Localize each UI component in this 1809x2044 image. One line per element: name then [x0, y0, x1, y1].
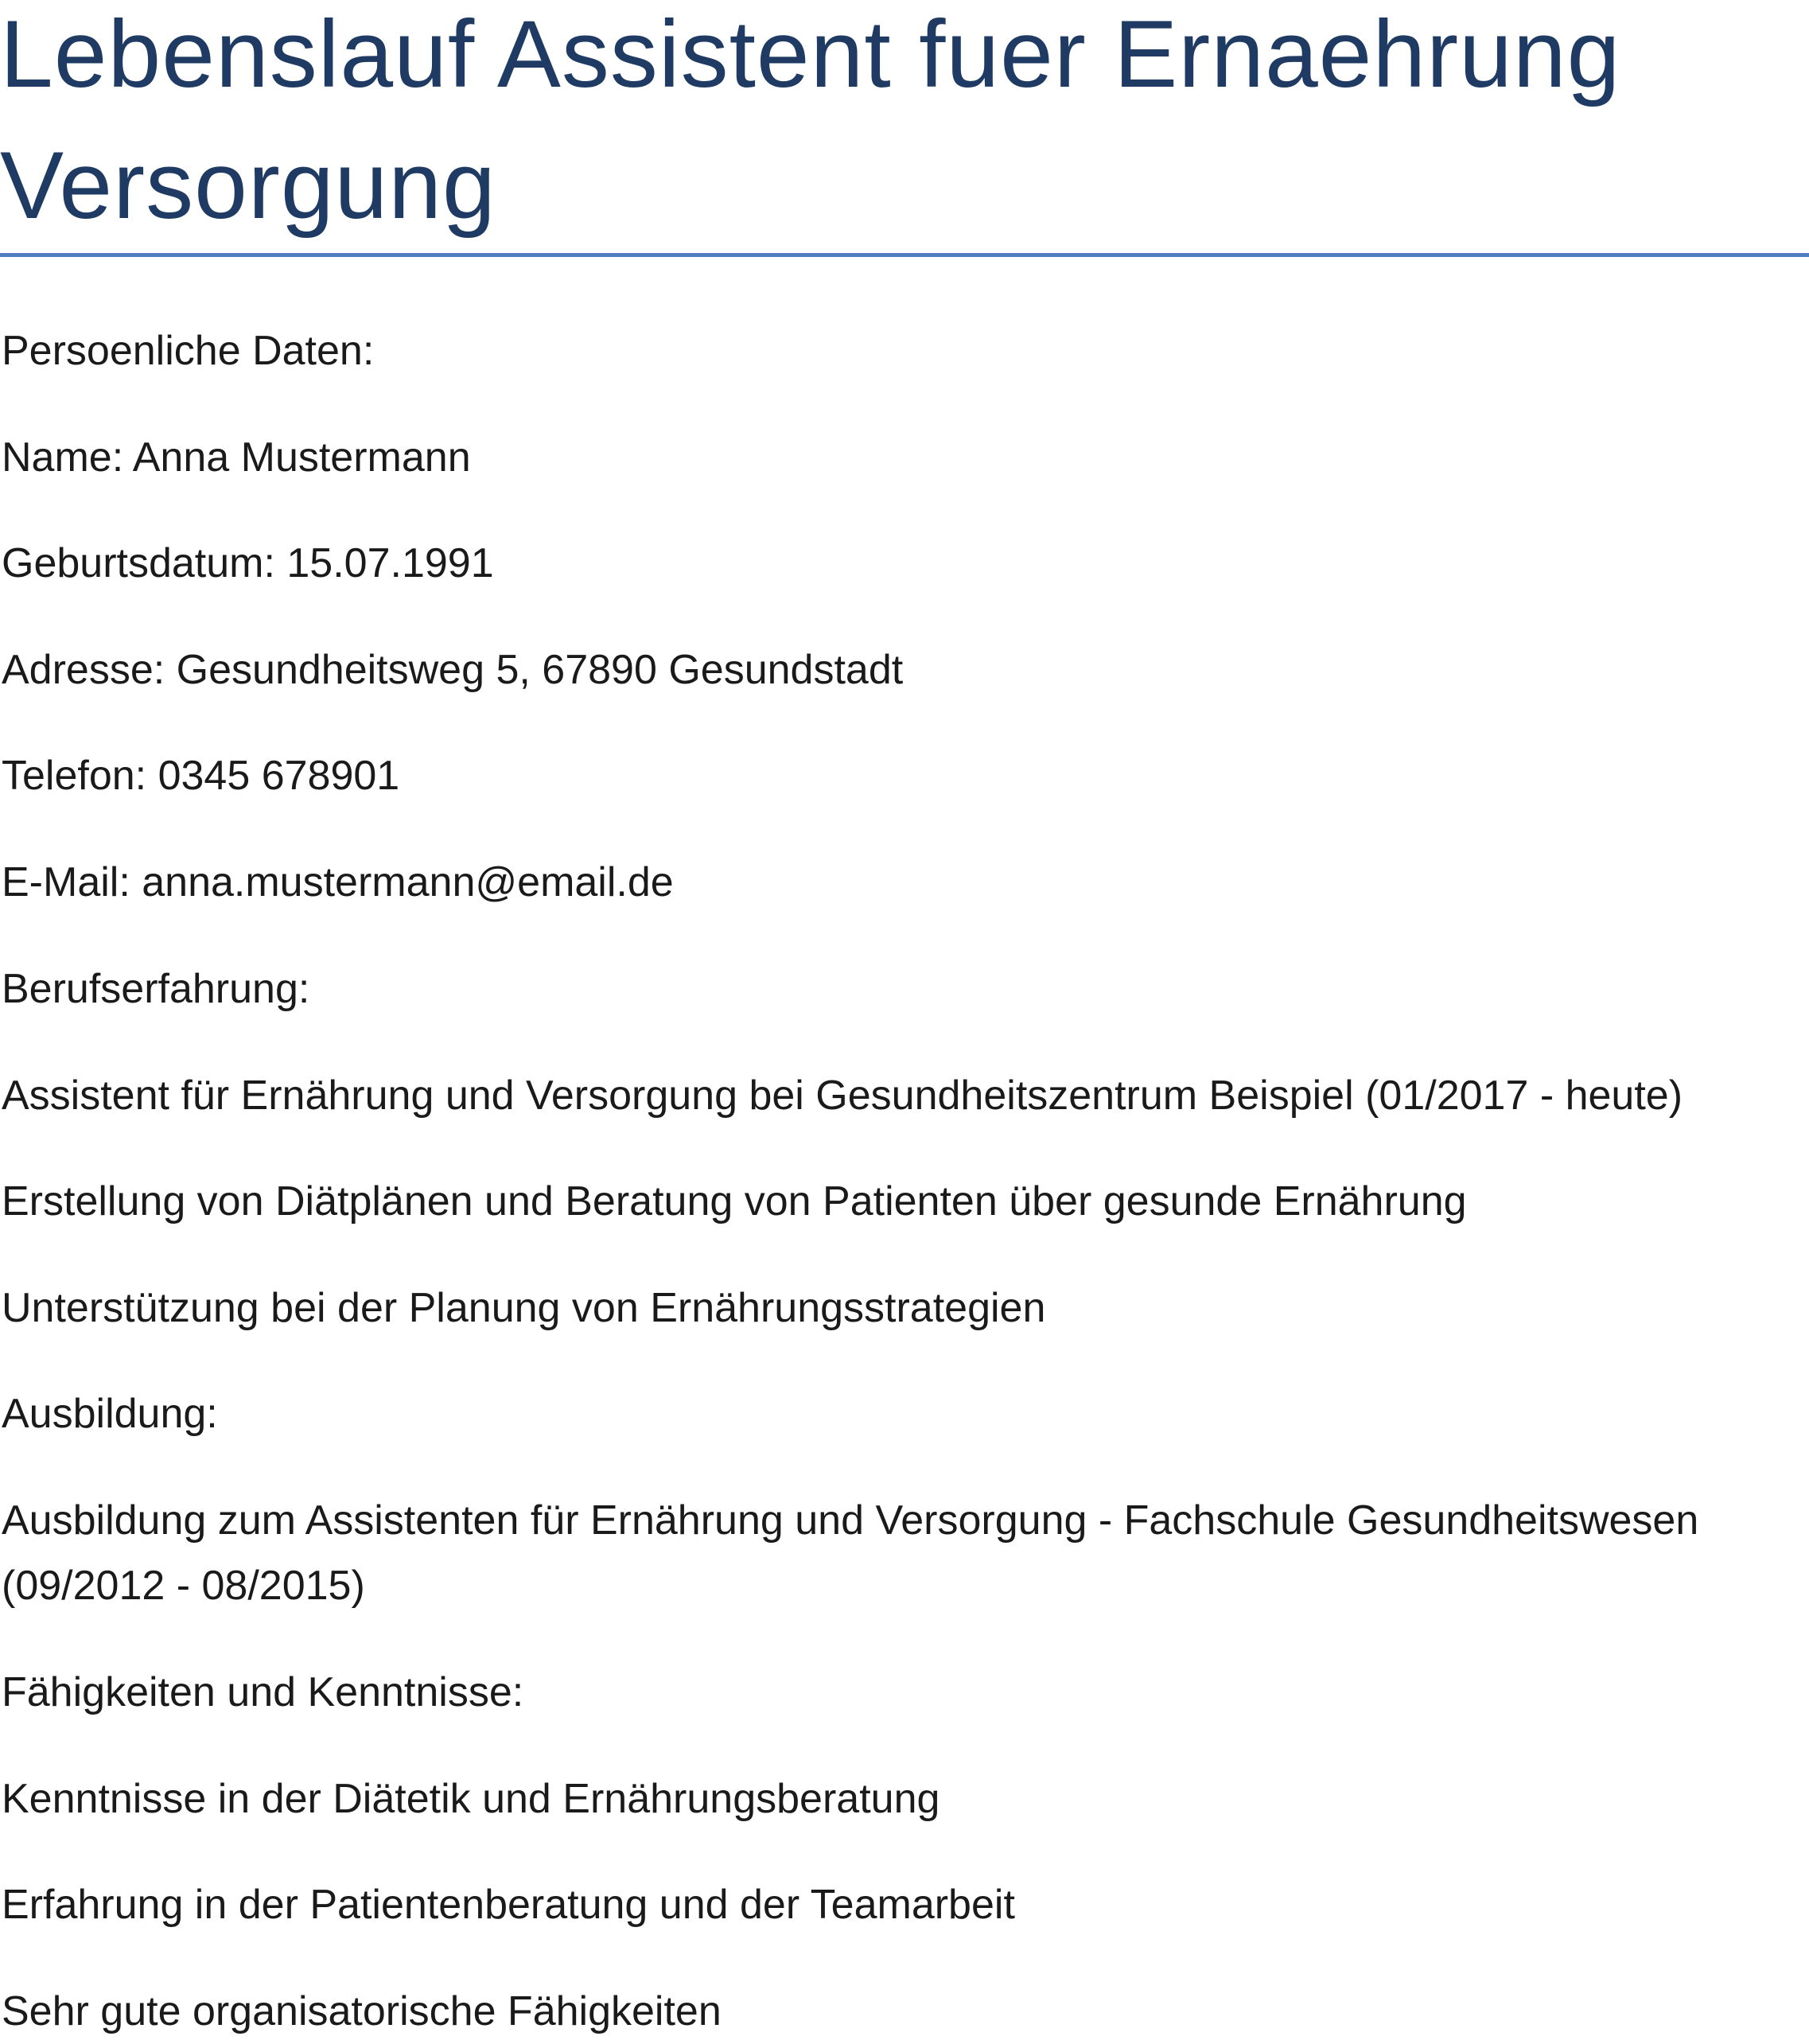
personal-phone: Telefon: 0345 678901: [2, 753, 400, 799]
document-title: Lebenslauf Assistent fuer Ernaehrung Versorgung: [0, 1, 1621, 239]
skill-item: Kenntnisse in der Diätetik und Ernährungsberatung: [2, 1776, 940, 1822]
section-heading-personal-data: Persoenliche Daten:: [2, 328, 375, 374]
experience-position: Assistent für Ernährung und Versorgung bei Gesundheitszentrum Beispiel (01/2017 - heute): [2, 1073, 1683, 1119]
personal-address: Adresse: Gesundheitsweg 5, 67890 Gesundstadt: [2, 647, 904, 693]
section-heading-experience: Berufserfahrung:: [2, 966, 310, 1012]
experience-task: Erstellung von Diätplänen und Beratung von Patienten über gesunde Ernährung: [2, 1178, 1467, 1224]
section-heading-skills: Fähigkeiten und Kenntnisse:: [2, 1669, 524, 1715]
section-heading-education: Ausbildung:: [2, 1391, 218, 1437]
personal-name: Name: Anna Mustermann: [2, 434, 471, 481]
education-entry: Ausbildung zum Assistenten für Ernährung und Versorgung - Fachschule Gesundheitswesen (09/2012 - 08/2015): [2, 1497, 1699, 1609]
title-divider: [0, 253, 1809, 257]
personal-email: E-Mail: anna.mustermann@email.de: [2, 859, 674, 905]
skill-item: Sehr gute organisatorische Fähigkeiten: [2, 1988, 722, 2034]
personal-birthdate: Geburtsdatum: 15.07.1991: [2, 540, 494, 586]
experience-task: Unterstützung bei der Planung von Ernährungsstrategien: [2, 1285, 1046, 1331]
skill-item: Erfahrung in der Patientenberatung und der Teamarbeit: [2, 1882, 1015, 1928]
